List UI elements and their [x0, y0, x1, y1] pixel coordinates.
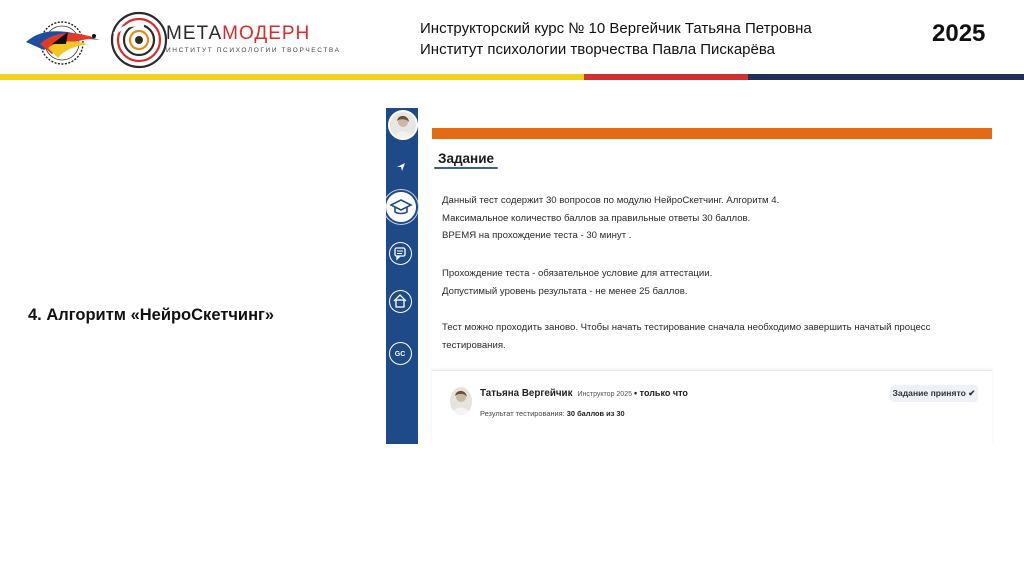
year-label: 2025 [932, 20, 986, 47]
task-line: Данный тест содержит 30 вопросов по модулю НейроСкетчинг. Алгоритм 4. [442, 195, 780, 206]
comment-author-role: Инструктор 2025 [577, 391, 632, 398]
task-line: Максимальное количество баллов за правильные ответы 30 баллов. [442, 212, 751, 224]
comment-card [432, 370, 992, 444]
header-stripe-red [584, 74, 748, 80]
nav-arrow-icon[interactable] [396, 159, 406, 169]
institute-line: Институт психологии творчества Павла Пискарёва [420, 41, 775, 58]
result-label: Результат тестирования: [480, 409, 565, 418]
slide-heading: 4. Алгоритм «НейроСкетчинг» [28, 306, 275, 324]
metamodern-spiral-logo [108, 8, 170, 72]
comment-author-avatar[interactable] [450, 387, 472, 415]
task-line: Допустимый уровень результата - не менее 25 баллов. [442, 285, 688, 297]
brand-prefix: МЕТА [166, 23, 223, 44]
task-paragraph-2 [442, 265, 712, 300]
task-title: Задание [438, 151, 495, 166]
house-icon[interactable] [389, 290, 412, 313]
header-stripe-navy [748, 74, 1024, 80]
brand-wordmark [166, 23, 341, 54]
task-line: ВРЕМЯ на прохождение теста - 30 минут . [442, 230, 632, 241]
left-nav-bar [386, 108, 418, 444]
comment-result [480, 409, 625, 418]
graduation-cap-icon[interactable] [386, 190, 418, 224]
comment-timestamp: • только что [634, 388, 688, 398]
brand-subtitle: ИНСТИТУТ ПСИХОЛОГИИ ТВОРЧЕСТВА [166, 47, 341, 54]
comment-header [480, 388, 688, 399]
brand-accent: МОДЕРН [222, 23, 311, 44]
course-line: Инструкторский курс № 10 Вергейчик Татьяна Петровна [420, 20, 812, 37]
task-line: Прохождение теста - обязательное условие для аттестации. [442, 268, 713, 279]
task-line: Тест можно проходить заново. Чтобы начать тестирование сначала необходимо завершить начатый процесс [442, 322, 931, 333]
task-line: тестирования. [442, 339, 506, 351]
chat-icon[interactable] [389, 242, 412, 265]
institute-emblem-logo [22, 14, 104, 70]
task-title-underline [434, 167, 498, 169]
result-value: 30 баллов из 30 [566, 409, 625, 418]
user-avatar[interactable] [388, 110, 418, 140]
gc-icon[interactable] [389, 342, 412, 365]
task-accepted-badge: Задание принято ✔ [890, 385, 978, 402]
header-stripe-yellow [0, 74, 584, 80]
header-text [420, 18, 812, 60]
lesson-header-bar [432, 128, 992, 139]
task-paragraph-1 [442, 192, 779, 245]
comment-author-name[interactable]: Татьяна Вергейчик [480, 388, 573, 399]
task-paragraph-3 [442, 319, 930, 354]
course-platform-screenshot [386, 108, 994, 444]
svg-text:GC: GC [394, 351, 406, 358]
